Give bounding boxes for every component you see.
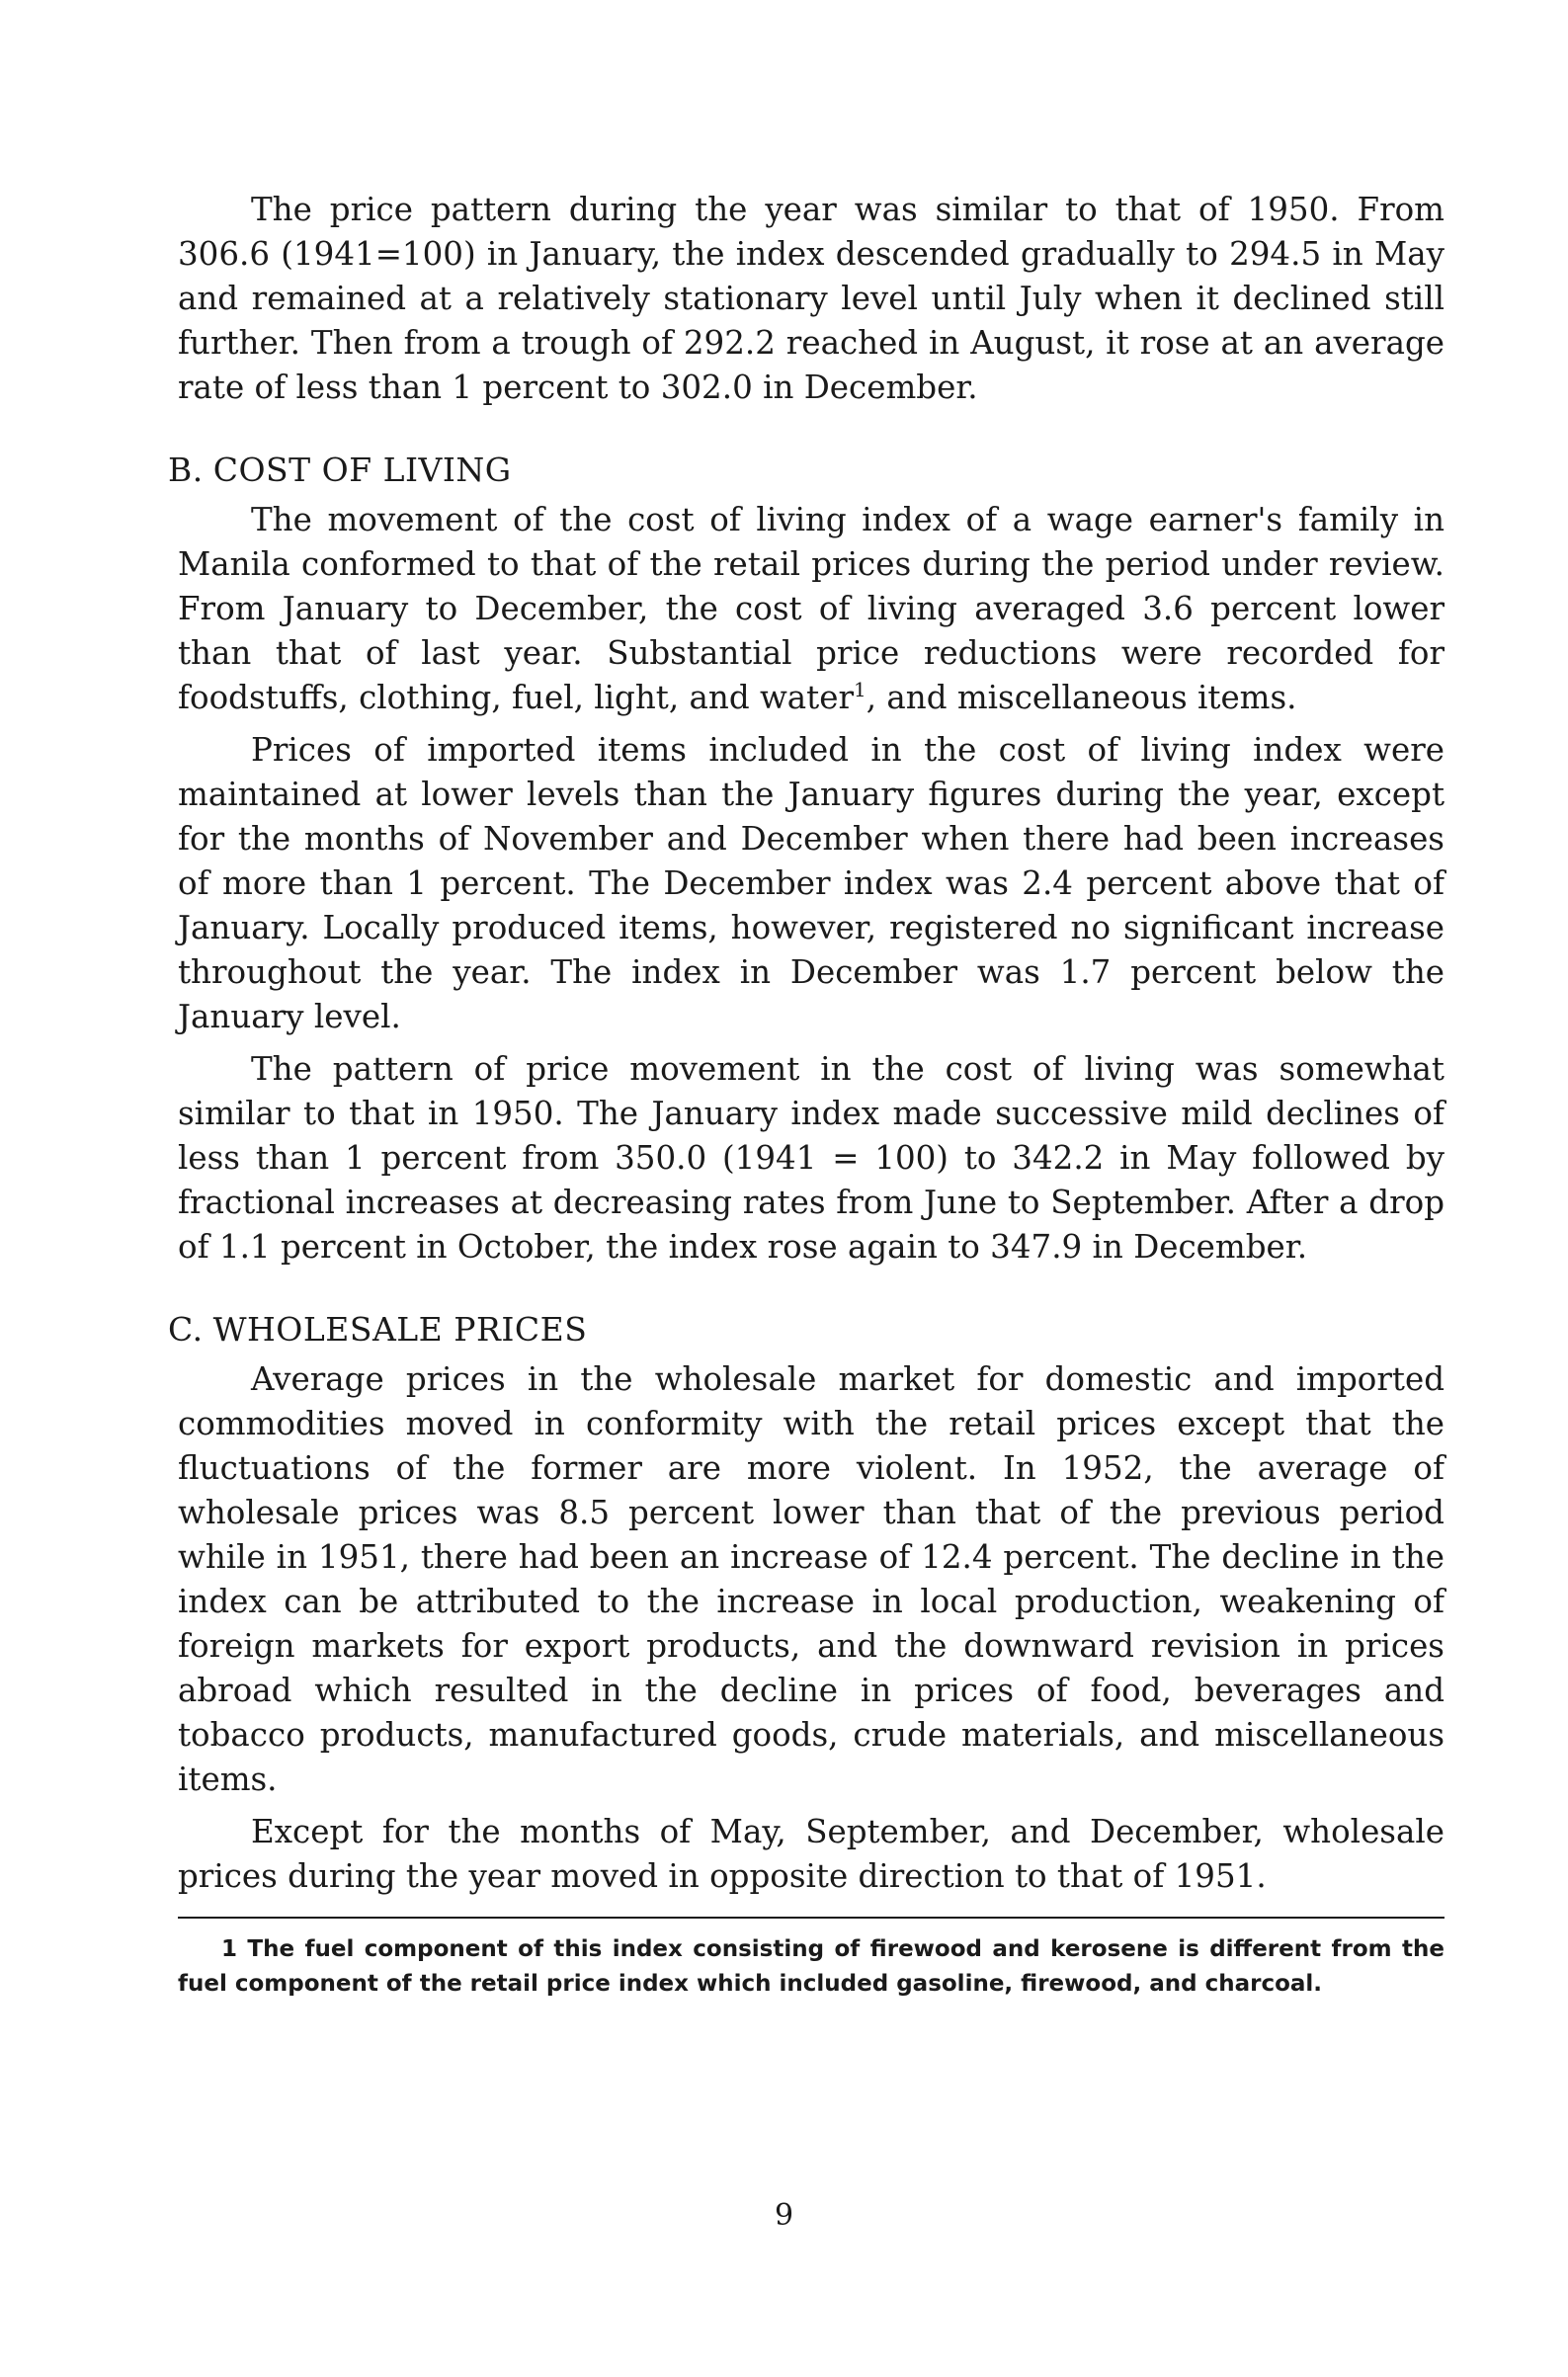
section-title: WHOLESALE PRICES xyxy=(212,1310,588,1349)
page-number: 9 xyxy=(774,2198,794,2233)
section-letter: B. xyxy=(168,451,204,489)
section-letter: C. xyxy=(168,1310,204,1349)
section-title: COST OF LIVING xyxy=(212,451,512,489)
wholesale-paragraph-1: Average prices in the wholesale market for domestic and imported commodities moved in conformity with the retail prices except that the fluctuations of the former are more violent. In 1952, the average of wholesale prices was 8.5 percent lower than that of the previous period while in 1951, there had been an increase of 12.4 percent. The decline in the index can be attributed to the increase in local production, weakening of foreign markets for export products, and the downward revision in prices abroad which resulted in the decline in prices of food, beverages and tobacco products, manufactured goods, crude materials, and miscellaneous items. xyxy=(178,1360,1444,1798)
paragraph-text: The movement of the cost of living index of a wage earner's family in Manila conformed to that of the retail prices during the period under review. From January to December, the cost of living averaged 3.6 percent lower than that of last year. Substantial price reductions were recorded for foodstuffs, clothing, fuel, light, and water xyxy=(178,501,1444,716)
cost-of-living-paragraph-1 xyxy=(178,498,1444,720)
cost-of-living-paragraph-3: The pattern of price movement in the cost of living was somewhat similar to that in 1950. The January index made successive mild declines of less than 1 percent from 350.0 (1941 = 100) to 342.2 in May followed by fractional increases at decreasing rates from June to September. After a drop of 1.1 percent in October, the index rose again to 347.9 in December. xyxy=(178,1050,1444,1266)
document-page xyxy=(168,188,1444,2002)
footnote-divider xyxy=(178,1917,1444,1919)
wholesale-paragraph-2: Except for the months of May, September, and December, wholesale prices during the year moved in opposite direction to that of 1951. xyxy=(178,1813,1444,1895)
footnote: 1 The fuel component of this index consisting of firewood and kerosene is different from the fuel component of the retail price index which included gasoline, firewood, and charcoal. xyxy=(178,1936,1444,1997)
section-heading-cost-of-living xyxy=(168,448,1444,492)
section-heading-wholesale-prices xyxy=(168,1307,1444,1352)
cost-of-living-paragraph-2: Prices of imported items included in the cost of living index were maintained at lower levels than the January figures during the year, except for the months of November and December when there had been increases of more than 1 percent. The December index was 2.4 percent above that of January. Locally produced items, however, registered no significant increase throughout the year. The index in December was 1.7 percent below the January level. xyxy=(178,731,1444,1035)
paragraph-text: , and miscellaneous items. xyxy=(866,679,1297,716)
footnote-reference: 1 xyxy=(853,678,867,702)
intro-paragraph: The price pattern during the year was similar to that of 1950. From 306.6 (1941=100) in January, the index descended gradually to 294.5 in May and remained at a relatively stationary level until July when it declined still further. Then from a trough of 292.2 reached in August, it rose at an average rate of less than 1 percent to 302.0 in December. xyxy=(178,191,1444,406)
